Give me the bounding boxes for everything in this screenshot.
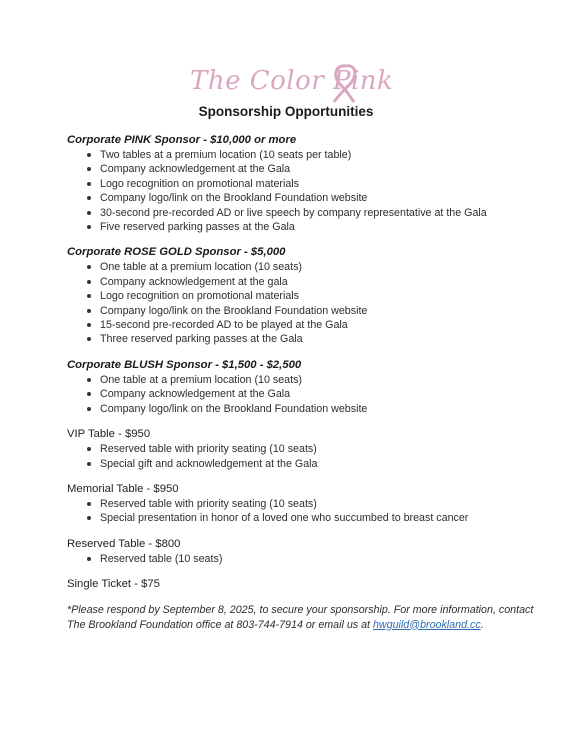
sponsorship-list	[67, 133, 537, 632]
section-heading: Corporate ROSE GOLD Sponsor - $5,000	[67, 246, 286, 259]
list-item-text: 30-second pre-recorded AD or live speech by company representative at the Gala	[100, 206, 487, 219]
list-item	[67, 162, 537, 176]
list-item	[67, 177, 537, 191]
logo-text: The Color Pink	[190, 66, 394, 96]
bullet-icon	[87, 392, 91, 396]
list-item-text: One table at a premium location (10 seats)	[100, 261, 302, 274]
bullet-icon	[87, 516, 91, 520]
list-item	[67, 191, 537, 205]
bullet-icon	[87, 502, 91, 506]
section-heading: Memorial Table - $950	[67, 482, 179, 495]
bullet-icon	[87, 225, 91, 229]
list-item-text: Logo recognition on promotional materials	[100, 177, 300, 190]
list-item	[67, 402, 537, 416]
sponsorship-section	[67, 427, 537, 471]
list-item	[67, 304, 537, 318]
sponsorship-section	[67, 133, 537, 234]
bullet-icon	[87, 557, 91, 561]
bullet-icon	[87, 211, 91, 215]
list-item	[67, 497, 537, 511]
list-item-text: Reserved table with priority seating (10 seats)	[100, 497, 317, 510]
rsvp-note-text: *Please respond by September 8, 2025, to secure your sponsorship. For more information, contact The Brookland Foundation office at 803-744-7914 or email us at	[67, 604, 534, 631]
list-item	[67, 511, 537, 525]
bullet-icon	[87, 153, 91, 157]
benefits-list	[67, 148, 537, 234]
list-item-text: Company acknowledgement at the Gala	[100, 163, 291, 176]
list-item	[67, 552, 537, 566]
list-item	[67, 442, 537, 456]
list-item	[67, 318, 537, 332]
list-item-text: Five reserved parking passes at the Gala	[100, 221, 295, 234]
benefits-list	[67, 260, 537, 346]
sponsorship-section	[67, 577, 537, 592]
section-heading: Reserved Table - $800	[67, 537, 181, 550]
bullet-icon	[87, 323, 91, 327]
list-item-text: 15-second pre-recorded AD to be played at the Gala	[100, 319, 348, 332]
list-item-text: Company logo/link on the Brookland Foundation website	[100, 402, 368, 415]
list-item	[67, 457, 537, 471]
pink-ribbon-icon	[186, 60, 400, 104]
list-item-text: Logo recognition on promotional materials	[100, 290, 300, 303]
sponsorship-section	[67, 245, 537, 346]
bullet-icon	[87, 280, 91, 284]
list-item	[67, 332, 537, 346]
bullet-icon	[87, 407, 91, 411]
bullet-icon	[87, 378, 91, 382]
section-heading: Corporate PINK Sponsor - $10,000 or more	[67, 134, 297, 146]
bullet-icon	[87, 294, 91, 298]
bullet-icon	[87, 462, 91, 466]
benefits-list	[67, 552, 537, 566]
list-item-text: Company acknowledgement at the Gala	[100, 388, 291, 401]
list-item	[67, 387, 537, 401]
list-item	[67, 148, 537, 162]
bullet-icon	[87, 337, 91, 341]
list-item-text: Company logo/link on the Brookland Foundation website	[100, 304, 368, 317]
list-item-text: Three reserved parking passes at the Gala	[100, 333, 303, 346]
section-heading: VIP Table - $950	[67, 428, 151, 441]
list-item-text: Company acknowledgement at the gala	[100, 275, 288, 288]
bullet-icon	[87, 447, 91, 451]
list-item-text: Reserved table (10 seats)	[100, 552, 223, 565]
benefits-list	[67, 373, 537, 416]
bullet-icon	[87, 196, 91, 200]
list-item-text: Special presentation in honor of a loved one who succumbed to breast cancer	[100, 512, 469, 525]
email-link[interactable]: hwguild@brookland.cc	[372, 618, 481, 631]
rsvp-note-end: .	[480, 618, 484, 631]
bullet-icon	[87, 309, 91, 313]
sponsorship-section	[67, 358, 537, 416]
list-item	[67, 289, 537, 303]
list-item	[67, 260, 537, 274]
bullet-icon	[87, 167, 91, 171]
sponsorship-section	[67, 482, 537, 526]
section-heading: Corporate BLUSH Sponsor - $1,500 - $2,500	[67, 358, 302, 371]
benefits-list	[67, 497, 537, 526]
list-item	[67, 373, 537, 387]
list-item	[67, 206, 537, 220]
logo	[186, 60, 400, 104]
page-title: Sponsorship Opportunities	[198, 104, 374, 119]
list-item-text: Reserved table with priority seating (10 seats)	[100, 443, 317, 456]
bullet-icon	[87, 182, 91, 186]
list-item-text: Two tables at a premium location (10 seats per table)	[100, 149, 352, 161]
list-item	[67, 275, 537, 289]
section-heading: Single Ticket - $75	[67, 578, 160, 591]
bullet-icon	[87, 265, 91, 269]
list-item-text: One table at a premium location (10 seats)	[100, 373, 302, 386]
sponsorship-section	[67, 537, 537, 566]
list-item-text: Company logo/link on the Brookland Foundation website	[100, 192, 368, 205]
list-item-text: Special gift and acknowledgement at the Gala	[100, 457, 318, 470]
list-item	[67, 220, 537, 234]
rsvp-note	[67, 603, 537, 632]
benefits-list	[67, 442, 537, 471]
